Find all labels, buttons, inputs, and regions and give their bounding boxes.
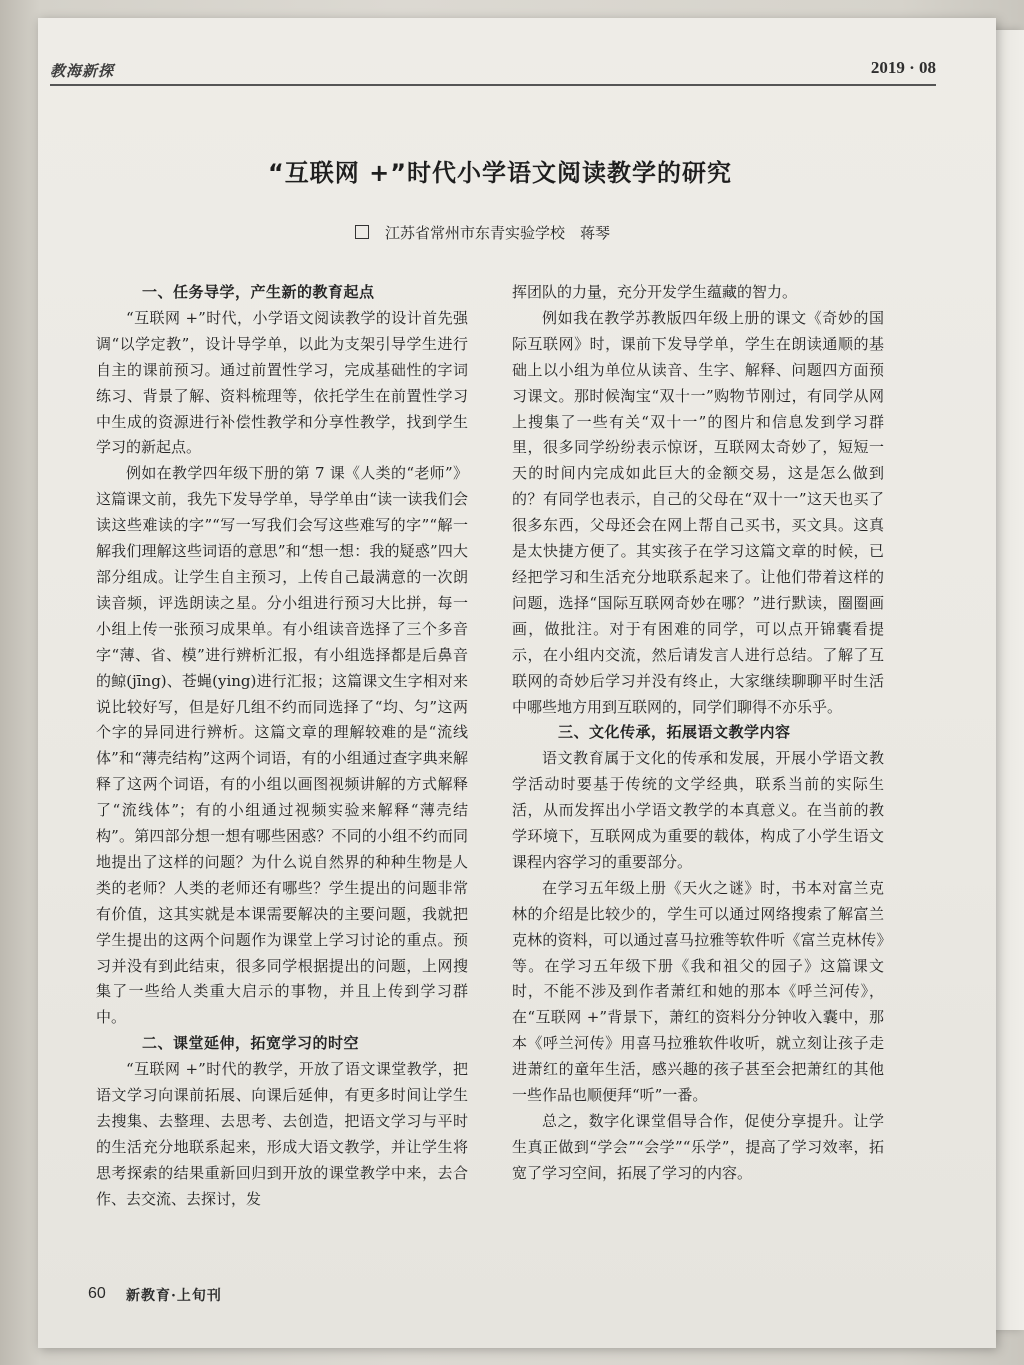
section-name: 教海新探 [50,62,115,80]
section-heading-1: 一、任务导学，产生新的教育起点 [142,283,375,301]
paragraph-continued: 挥团队的力量，充分开发学生蕴藏的智力。 [512,283,798,301]
page-header [50,54,936,94]
issue-number: 2019 · 08 [870,58,936,77]
paragraph: 例如在教学四年级下册的第 7 课《人类的“老师”》这篇课文前，我先下发导学单，导学单由“读一读我们会读这些难读的字”“写一写我们会写这些难写的字”“解一解我们理解这些词语的意思”和“想一想：我的疑惑”四大部分组成。让学生自主预习，上传自己最满意的一次朗读音频，评选朗读之星。分小组进行预习大比拼，每一小组上传一张预习成果单。有小组读音选择了三个多音字“薄、省、模”进行辨析汇报，有小组选择都是后鼻音的鲸(jīng)、苍蝇(ying)进行汇报；这篇课文生字相对来说比较好写，但是好几组不约而同选择了“均、匀”这两个字的异同进行辨析。这篇文章的理解较难的是“流线体”和“薄壳结构”这两个词语，有的小组通过查字典来解释了这两个词语，有的小组以画图视频讲解的方式解释了“流线体”；有的小组通过视频实验来解释“薄壳结构”。第四部分想一想有哪些困惑？不同的小组不约而同地提出了这样的问题？为什么说自然界的种种生物是人类的老师？人类的老师还有哪些？学生提出的问题非常有价值，这其实就是本课需要解决的主要问题，我就把学生提出的这两个问题作为课堂上学习讨论的重点。预习并没有到此结束，很多同学根据提出的问题，上网搜集了一些给人类重大启示的事物，并且上传到学习群中。 [96,464,468,1027]
page-footer [88,1285,488,1315]
paragraph: 例如我在教学苏教版四年级上册的课文《奇妙的国际互联网》时，课前下发导学单，学生在朗读通顺的基础上以小组为单位从读音、生字、解释、问题四方面预习课文。那时候淘宝“双十一”购物节刚过，有同学从网上搜集了一些有关“双十一”的图片和信息发到学习群里，很多同学纷纷表示惊讶，互联网太奇妙了，短短一天的时间内完成如此巨大的金额交易，这是怎么做到的？有同学也表示，自己的父母在“双十一”这天也买了很多东西，父母还会在网上帮自己买书，买文具。这真是太快捷方便了。其实孩子在学习这篇文章的时候，已经把学习和生活充分地联系起来了。让他们带着这样的问题，选择“国际互联网奇妙在哪？”进行默读，圈圈画画，做批注。对于有困难的同学，可以点开锦囊看提示，在小组内交流，然后请发言人进行总结。了解了互联网的奇妙后学习并没有终止，大家继续聊聊平时生活中哪些地方用到互联网的，同学们聊得不亦乐乎。 [512,308,884,716]
square-icon [355,225,369,239]
page-number: 60 [88,1285,106,1302]
author-line [355,222,755,243]
section-heading-2: 二、课堂延伸，拓宽学习的时空 [142,1034,360,1053]
right-column [512,280,884,1187]
header-rule [50,84,936,86]
section-heading-3: 三、文化传承，拓展语文教学内容 [558,723,791,742]
article-title: “互联网 +”时代小学语文阅读教学的研究 [267,159,732,187]
paragraph: “互联网 +”时代，小学语文阅读教学的设计首先强调“以学定教”，设计导学单，以此为支架引导学生进行自主的课前预习。通过前置性学习，完成基础性的字词练习、背景了解、资料梳理等，依托学生在前置性学习中生成的资源进行补偿性教学和分享性教学，找到学生学习的新起点。 [96,308,468,457]
left-column [96,280,468,1213]
paragraph: 在学习五年级上册《天火之谜》时，书本对富兰克林的介绍是比较少的，学生可以通过网络搜索了解富兰克林的资料，可以通过喜马拉雅等软件听《富兰克林传》等。在学习五年级下册《我和祖父的园子》这篇课文时，不能不涉及到作者萧红和她的那本《呼兰河传》，在“互联网 +”背景下，萧红的资料分分钟收入囊中，那本《呼兰河传》用喜马拉雅软件收听，就立刻让孩子走进萧红的童年生活，感兴趣的孩子甚至会把萧红的其他一些作品也顺便拜“听”一番。 [512,878,884,1105]
journal-name: 新教育·上旬刊 [126,1288,222,1304]
author-text: 江苏省常州市东青实验学校 蒋琴 [385,224,611,242]
paragraph: 语文教育属于文化的传承和发展，开展小学语文教学活动时要基于传统的文学经典，联系当前的实际生活，从而发挥出小学语文教学的本真意义。在当前的教学环境下，互联网成为重要的载体，构成了小学生语文课程内容学习的重要部分。 [512,749,884,871]
paragraph: 总之，数字化课堂倡导合作，促使分享提升。让学生真正做到“学会”“会学”“乐学”，提高了学习效率，拓宽了学习空间，拓展了学习的内容。 [512,1112,884,1182]
paragraph: “互联网 +”时代的教学，开放了语文课堂教学，把语文学习向课前拓展、向课后延伸，有更多时间让学生去搜集、去整理、去思考、去创造，把语文学习与平时的生活充分地联系起来，形成大语文教学，并让学生将思考探索的结果重新回归到开放的课堂教学中来，去合作、去交流、去探讨，发 [96,1060,468,1208]
